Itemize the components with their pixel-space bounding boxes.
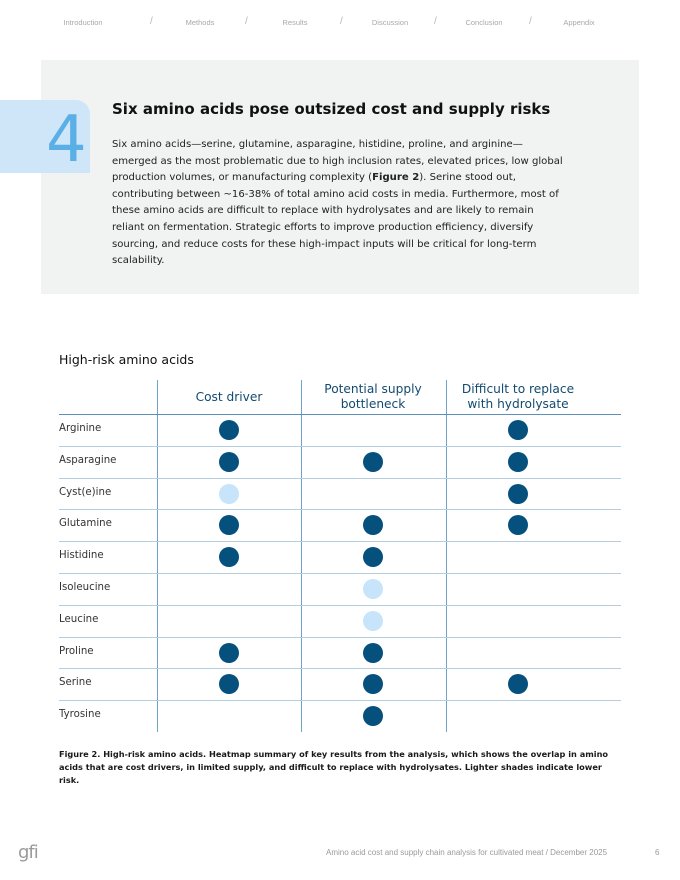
- high-risk-dot: [508, 515, 528, 535]
- high-risk-dot: [508, 420, 528, 440]
- low-risk-dot: [219, 484, 239, 504]
- row-label-tyrosine: Tyrosine: [59, 709, 101, 721]
- high-risk-dot: [219, 515, 239, 535]
- nav-item-introduction[interactable]: Introduction: [63, 18, 103, 27]
- nav-separator: /: [150, 16, 153, 27]
- callout-body: [112, 137, 564, 270]
- row-divider: [59, 509, 621, 510]
- high-risk-dot: [219, 643, 239, 663]
- nav-separator: /: [434, 16, 437, 27]
- nav-item-discussion[interactable]: Discussion: [371, 18, 409, 27]
- row-label-histidine: Histidine: [59, 550, 104, 562]
- row-label-cysteine: Cyst(e)ine: [59, 486, 112, 498]
- high-risk-dot: [363, 674, 383, 694]
- nav-item-conclusion[interactable]: Conclusion: [465, 18, 503, 27]
- footer-text: Amino acid cost and supply chain analysis for cultivated meat / December 2025: [326, 848, 608, 857]
- section-nav: [60, 16, 628, 30]
- nav-item-results[interactable]: Results: [282, 18, 308, 27]
- page-number: 6: [655, 848, 660, 857]
- column-divider: [157, 380, 158, 732]
- column-header: Difficult to replace with hydrolysate: [461, 382, 575, 411]
- low-risk-dot: [363, 579, 383, 599]
- gfi-logo: gfi: [18, 842, 38, 863]
- column-divider: [301, 380, 302, 732]
- high-risk-dot: [363, 452, 383, 472]
- nav-item-methods[interactable]: Methods: [185, 18, 215, 27]
- high-risk-dot: [363, 515, 383, 535]
- high-risk-dot: [363, 643, 383, 663]
- row-divider: [59, 637, 621, 638]
- row-divider: [59, 668, 621, 669]
- row-divider: [59, 700, 621, 701]
- row-label-arginine: Arginine: [59, 423, 102, 434]
- header-divider: [59, 414, 621, 415]
- row-divider: [59, 605, 621, 606]
- nav-separator: /: [245, 16, 248, 27]
- row-label-serine: Serine: [59, 677, 92, 689]
- high-risk-dot: [219, 420, 239, 440]
- callout-heading: Six amino acids pose outsized cost and supply risks: [112, 100, 551, 118]
- row-label-proline: Proline: [59, 645, 94, 657]
- row-divider: [59, 541, 621, 542]
- row-divider: [59, 446, 621, 447]
- risk-table: [59, 380, 621, 732]
- column-header: Potential supply bottleneck: [324, 382, 422, 411]
- callout-body-after: ). Serine stood out, contributing between ~16-38% of total amino acid costs in media. Furthermore, most of these amino acids are difficult to replace with hydrolysates and are likely to remain reliant on fermentation. Strategic efforts to improve production efficiency, diversify sourcing, and reduce costs for these high-impact inputs will be critical for long-term scalability.: [112, 172, 559, 267]
- nav-separator: /: [340, 16, 343, 27]
- high-risk-dot: [508, 674, 528, 694]
- row-label-leucine: Leucine: [59, 613, 99, 625]
- nav-item-appendix[interactable]: Appendix: [563, 18, 595, 27]
- high-risk-dot: [219, 674, 239, 694]
- callout-body-before: Six amino acids—serine, glutamine, asparagine, histidine, proline, and arginine—emerged as the most problematic due to high inclusion rates, elevated prices, low global production volumes, or manufacturing complexity (: [112, 139, 563, 184]
- column-header: Cost driver: [195, 390, 263, 404]
- nav-separator: /: [529, 16, 532, 27]
- high-risk-dot: [363, 706, 383, 726]
- high-risk-dot: [508, 452, 528, 472]
- table-title: High-risk amino acids: [59, 352, 194, 367]
- section-number: 4: [46, 103, 87, 177]
- low-risk-dot: [363, 611, 383, 631]
- high-risk-dot: [219, 547, 239, 567]
- row-label-asparagine: Asparagine: [59, 454, 117, 466]
- row-divider: [59, 478, 621, 479]
- row-divider: [59, 573, 621, 574]
- row-label-isoleucine: Isoleucine: [59, 582, 111, 593]
- high-risk-dot: [508, 484, 528, 504]
- high-risk-dot: [219, 452, 239, 472]
- column-divider: [446, 380, 447, 732]
- high-risk-dot: [363, 547, 383, 567]
- row-label-glutamine: Glutamine: [59, 518, 112, 530]
- figure-caption: Figure 2. High-risk amino acids. Heatmap summary of key results from the analysis, which shows the overlap in amino acids that are cost drivers, in limited supply, and difficult to replace with hydrolysates. Lighter shades indicate lower risk.: [59, 749, 609, 785]
- figure-reference: Figure 2: [372, 172, 420, 184]
